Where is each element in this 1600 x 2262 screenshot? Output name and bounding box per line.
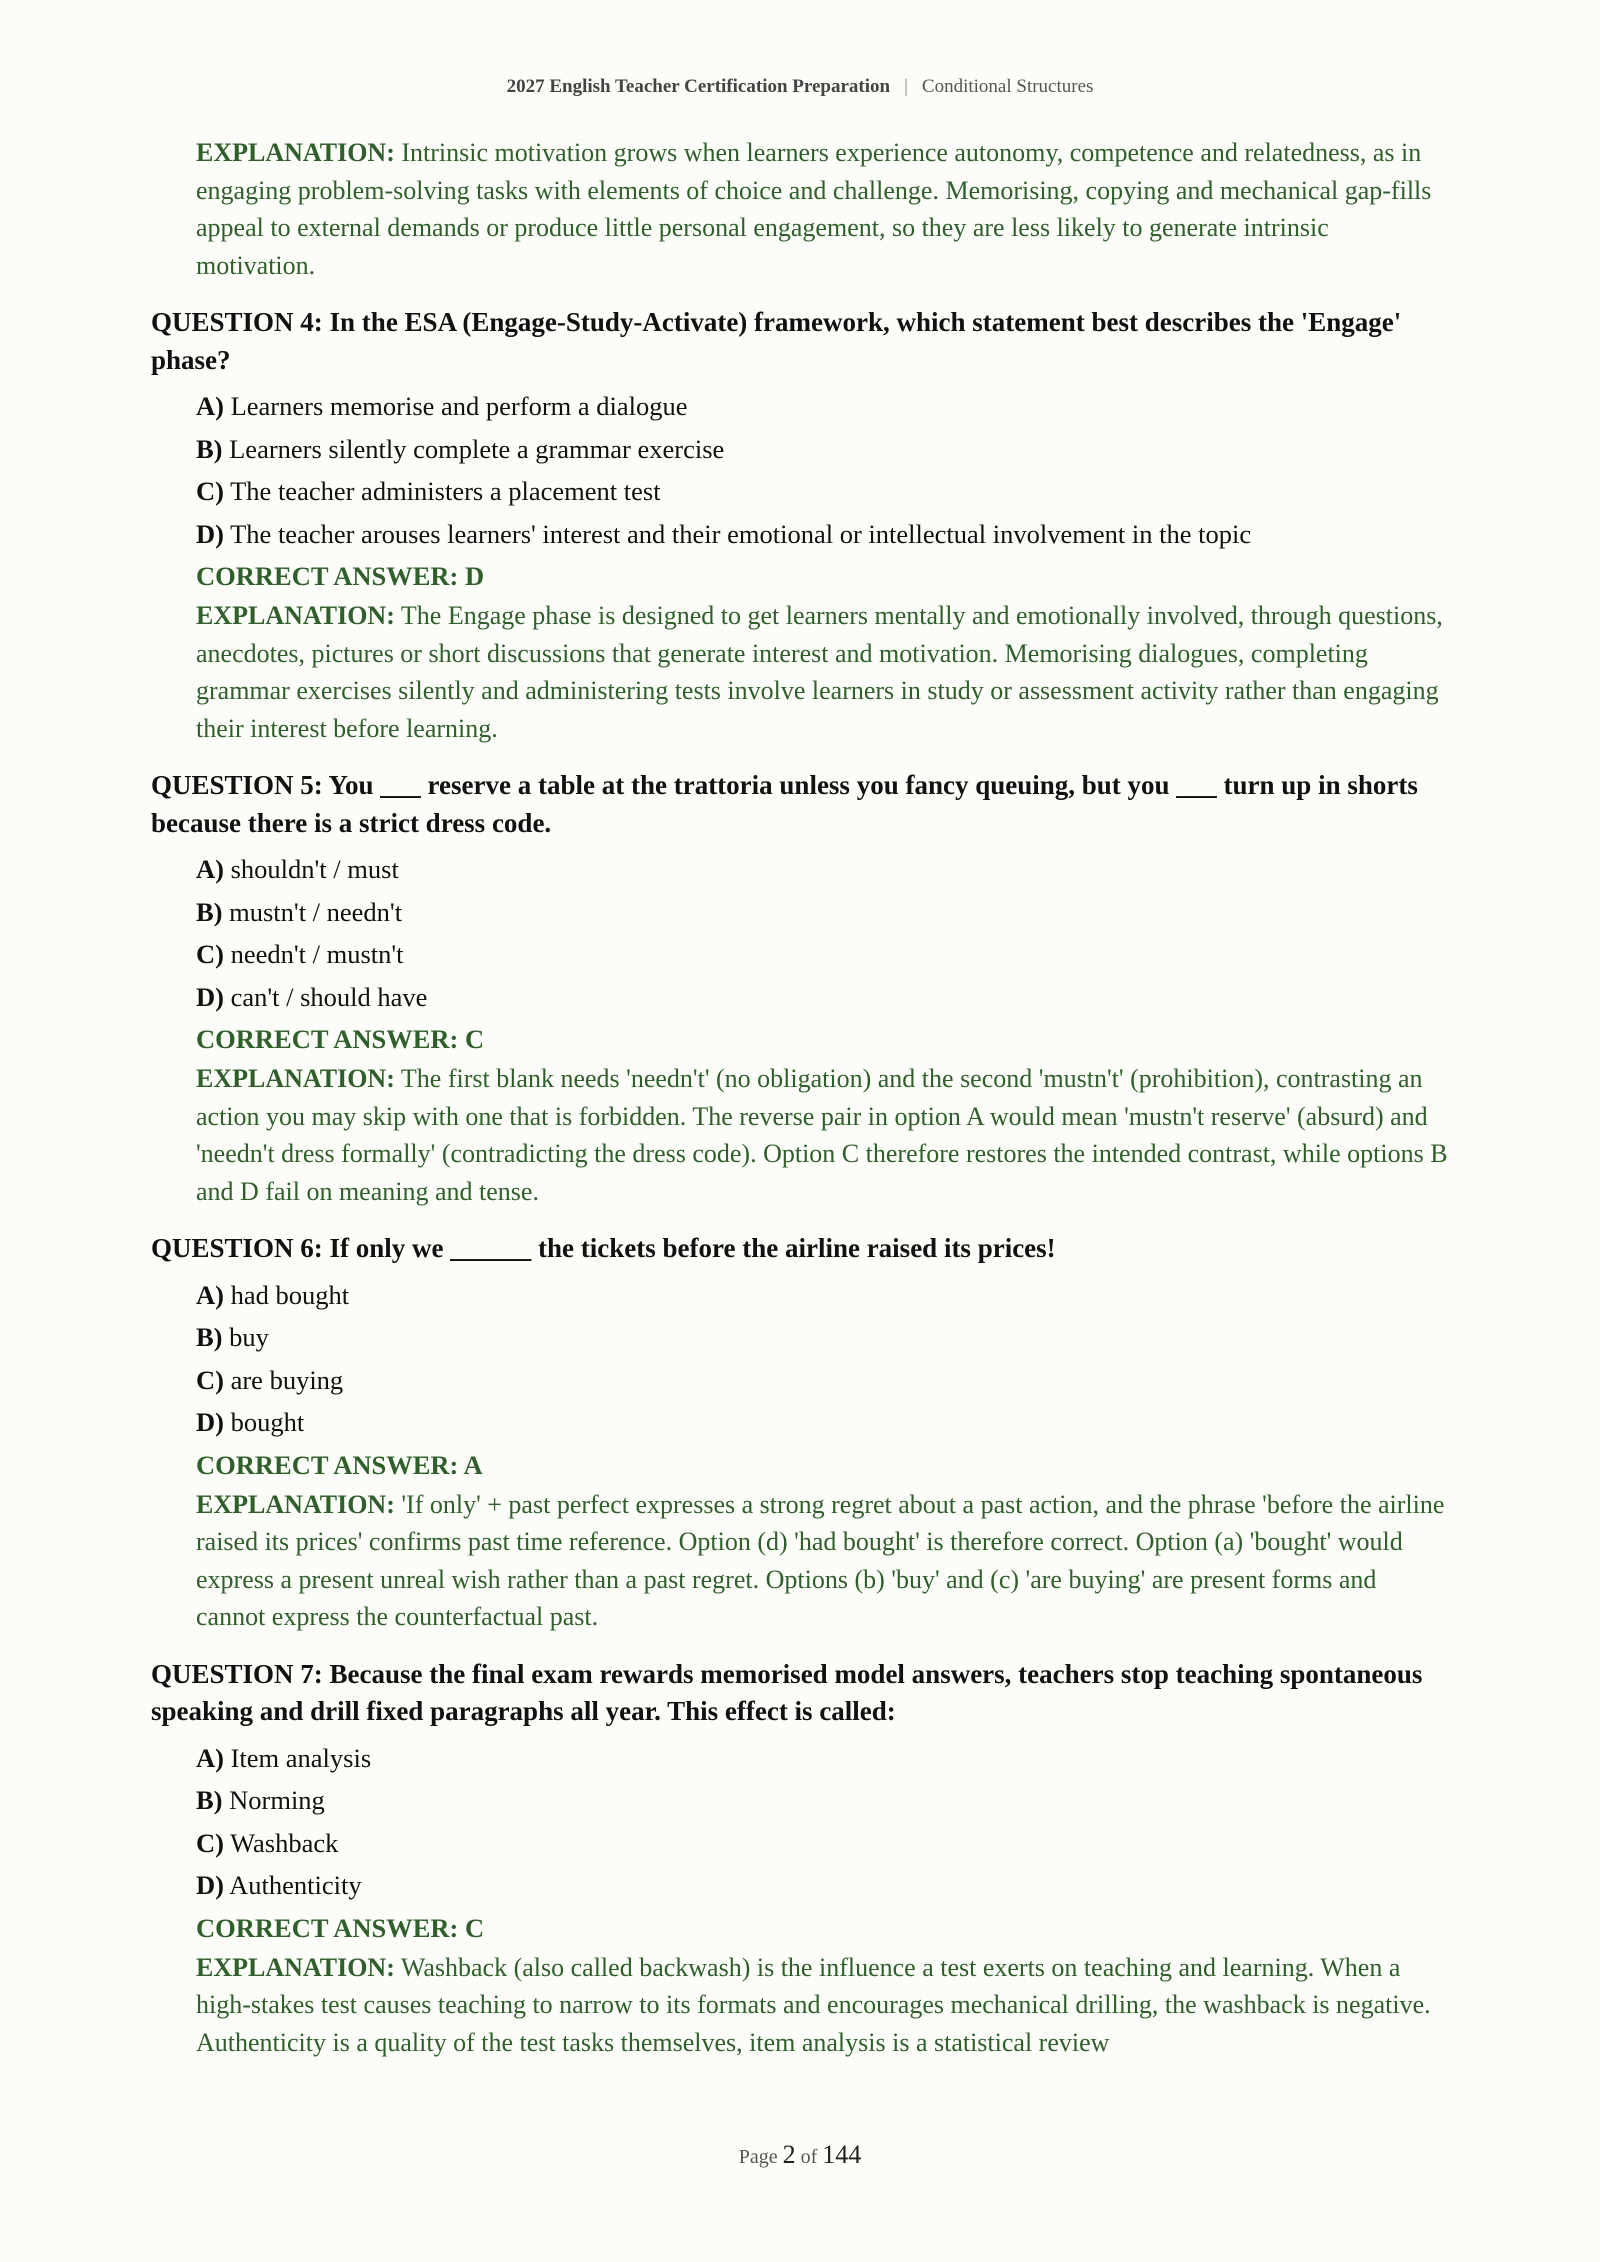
question-block (151, 767, 1451, 1210)
correct-answer: CORRECT ANSWER: D (196, 561, 485, 591)
explanation-label: EXPLANATION: (196, 1952, 395, 1982)
header-section: Conditional Structures (921, 76, 1094, 97)
option-text: Learners memorise and perform a dialogue (230, 391, 688, 421)
explanation-label: EXPLANATION: (196, 138, 395, 167)
option-letter: C) (196, 939, 224, 969)
option-b (196, 428, 1451, 471)
explanation-text: Washback (also called backwash) is the influence a test exerts on teaching and learning. When a high-stakes test causes teaching to narrow to its formats and encourages mechanical drilling, the washback is negative. Authenticity is a quality of the test tasks themselves, item analysis is a statistical review (196, 1952, 1431, 2057)
option-text: Washback (230, 1827, 339, 1858)
option-letter: B) (196, 1322, 223, 1352)
option-letter: B) (196, 1785, 223, 1815)
option-letter: C) (196, 1364, 224, 1395)
option-letter: A) (196, 1279, 224, 1310)
question-block (151, 1656, 1451, 2062)
page-label: Page (738, 2146, 778, 2168)
option-b (196, 891, 1451, 934)
option-text: Norming (229, 1785, 325, 1815)
correct-answer: CORRECT ANSWER: C (196, 1024, 485, 1054)
options-list (196, 848, 1451, 1018)
page-number: 2 (782, 2140, 796, 2169)
option-text: shouldn't / must (230, 854, 399, 884)
option-c (196, 1822, 1451, 1865)
question-text: QUESTION 5: You ___ reserve a table at the trattoria unless you fancy queuing, but you ___ turn up in shorts because there is a strict dress code. (151, 770, 1418, 838)
option-c (196, 1359, 1451, 1402)
option-c (196, 933, 1451, 976)
question-text: QUESTION 6: If only we ______ the tickets before the airline raised its prices! (151, 1233, 1056, 1263)
explanation-label: EXPLANATION: (196, 1064, 395, 1093)
question-block (151, 304, 1451, 747)
option-d (196, 1864, 1451, 1907)
question-text: QUESTION 7: Because the final exam rewards memorised model answers, teachers stop teaching spontaneous speaking and drill fixed paragraphs all year. This effect is called: (151, 1658, 1423, 1726)
explanation-text: 'If only' + past perfect expresses a strong regret about a past action, and the phrase 'before the airline raised its prices' confirms past time reference. Option (d) 'had bought' is therefore correct. Option (a) 'bought' would express a present unreal wish rather than a past regret. Options (b) 'buy' and (c) 'are buying' are present forms and cannot express the counterfactual past. (196, 1489, 1445, 1631)
explanation (196, 1486, 1451, 1636)
option-letter: D) (196, 518, 224, 549)
correct-answer: CORRECT ANSWER: C (196, 1912, 485, 1943)
explanation-text: The first blank needs 'needn't' (no obligation) and the second 'mustn't' (prohibition), contrasting an action you may skip with one that is forbidden. The reverse pair in option A would mean 'mustn't reserve' (absurd) and 'needn't dress formally' (contradicting the dress code). Option C therefore restores the intended contrast, while options B and D fail on meaning and tense. (196, 1064, 1448, 1206)
option-text: mustn't / needn't (229, 896, 403, 927)
explanation-text: The Engage phase is designed to get learners mentally and emotionally involved, through questions, anecdotes, pictures or short discussions that generate interest and motivation. Memorising dialogues, completing grammar exercises silently and administering tests involve learners in study or assessment activity rather than engaging their interest before learning. (196, 601, 1443, 743)
option-text: are buying (230, 1364, 344, 1395)
question-block (151, 1230, 1451, 1636)
option-letter: B) (196, 896, 223, 927)
option-c (196, 470, 1451, 513)
option-d (196, 976, 1451, 1019)
option-text: had bought (230, 1279, 350, 1310)
page-footer (0, 2140, 1600, 2170)
option-text: needn't / mustn't (230, 939, 404, 969)
explanation (196, 134, 1451, 284)
option-d (196, 513, 1451, 556)
explanation (196, 597, 1451, 747)
correct-answer: CORRECT ANSWER: A (196, 1449, 483, 1480)
option-b (196, 1316, 1451, 1359)
options-list (196, 1274, 1451, 1444)
option-a (196, 1274, 1451, 1317)
option-letter: A) (196, 854, 224, 884)
option-text: Learners silently complete a grammar exercise (229, 433, 725, 464)
option-text: The teacher arouses learners' interest and their emotional or intellectual involvement in the topic (230, 518, 1252, 549)
option-letter: D) (196, 981, 224, 1012)
explanation (196, 1949, 1451, 2062)
option-a (196, 848, 1451, 891)
header-separator: | (904, 76, 908, 97)
option-text: can't / should have (230, 981, 428, 1012)
option-letter: D) (196, 1870, 224, 1900)
option-letter: C) (196, 476, 224, 506)
option-d (196, 1401, 1451, 1444)
page-header (0, 76, 1600, 98)
option-text: The teacher administers a placement test (230, 476, 661, 506)
page-content (151, 134, 1451, 2061)
option-letter: D) (196, 1407, 224, 1437)
option-letter: A) (196, 1742, 224, 1773)
option-b (196, 1779, 1451, 1822)
explanation-label: EXPLANATION: (196, 1489, 395, 1519)
option-letter: C) (196, 1827, 224, 1858)
header-title: 2027 English Teacher Certification Preparation (506, 76, 891, 97)
option-text: Item analysis (230, 1742, 372, 1773)
total-pages: 144 (822, 2140, 862, 2169)
option-a (196, 385, 1451, 428)
option-letter: A) (196, 391, 224, 421)
option-text: buy (229, 1322, 269, 1352)
of-label: of (800, 2146, 818, 2168)
options-list (196, 385, 1451, 555)
options-list (196, 1737, 1451, 1907)
explanation-label: EXPLANATION: (196, 601, 395, 630)
option-letter: B) (196, 433, 223, 464)
option-text: bought (230, 1407, 305, 1437)
question-text: QUESTION 4: In the ESA (Engage-Study-Activate) framework, which statement best describes the 'Engage' phase? (151, 307, 1402, 375)
option-a (196, 1737, 1451, 1780)
explanation-text: Intrinsic motivation grows when learners experience autonomy, competence and relatedness, as in engaging problem-solving tasks with elements of choice and challenge. Memorising, copying and mechanical gap-fills appeal to external demands or produce little personal engagement, so they are less likely to generate intrinsic motivation. (196, 138, 1432, 280)
explanation (196, 1060, 1451, 1210)
option-text: Authenticity (229, 1870, 362, 1900)
